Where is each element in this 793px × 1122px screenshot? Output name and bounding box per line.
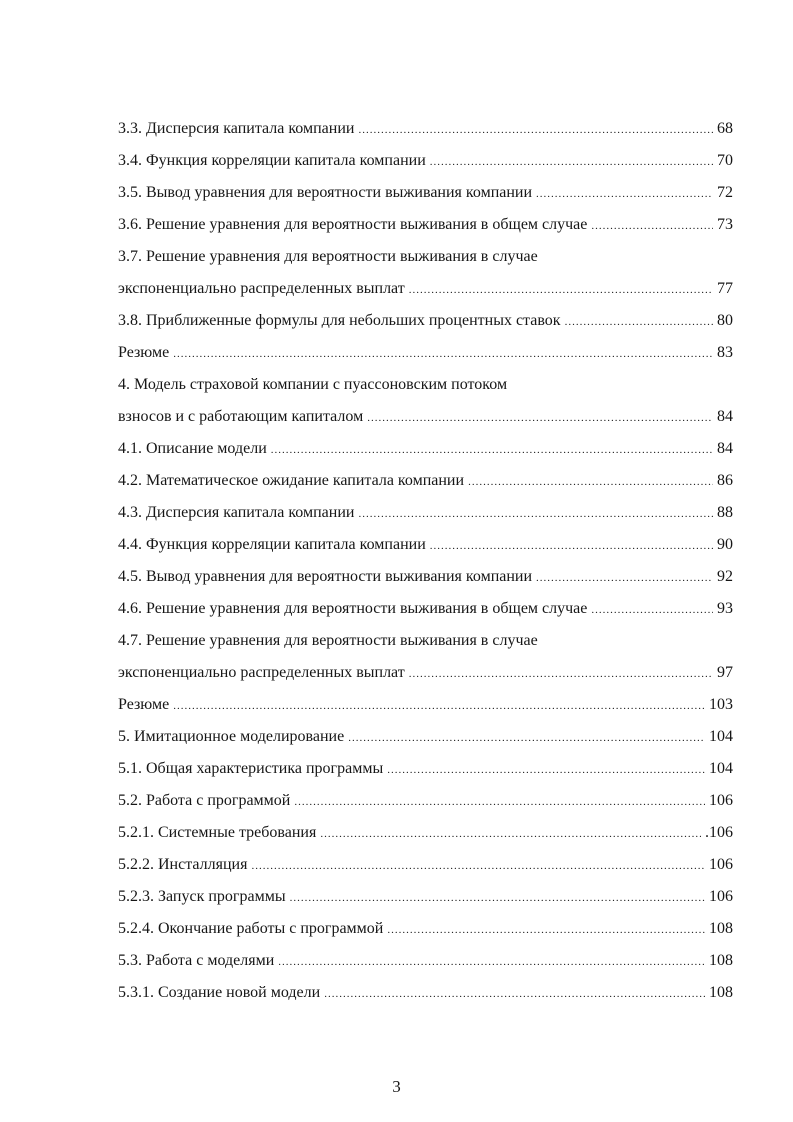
toc-entry-page: 84 (717, 408, 733, 425)
dot-leader (591, 210, 713, 242)
toc-entry-page: 106 (709, 888, 733, 905)
toc-entry-row (118, 113, 733, 145)
dot-leader (536, 562, 713, 594)
dot-leader (387, 754, 705, 786)
toc-entry-first-line: 3.7. Решение уравнения для вероятности выживания в случае (118, 248, 538, 265)
dot-leader (430, 146, 713, 178)
toc-entry-page: 72 (717, 184, 733, 201)
dot-leader (409, 274, 713, 306)
toc-entry-page: 108 (709, 984, 733, 1001)
toc-entry (118, 945, 733, 977)
dot-leader (348, 722, 705, 754)
dot-leader (367, 402, 713, 434)
table-of-contents (118, 113, 733, 1009)
toc-entry (118, 753, 733, 785)
dot-leader (173, 338, 713, 370)
toc-entry-row (118, 657, 733, 689)
toc-entry-first-line: 4. Модель страховой компании с пуассоновским потоком (118, 376, 508, 393)
toc-entry-page: 106 (709, 856, 733, 873)
toc-entry (118, 689, 733, 721)
toc-entry-title: 5.3.1. Создание новой модели (118, 984, 321, 1001)
toc-entry (118, 113, 733, 145)
toc-entry-title: экспоненциально распределенных выплат (118, 664, 405, 681)
dot-leader (468, 466, 713, 498)
toc-entry (118, 497, 733, 529)
toc-entry (118, 305, 733, 337)
toc-entry-title: 4.3. Дисперсия капитала компании (118, 504, 355, 521)
toc-entry-row (118, 593, 733, 625)
toc-entry-page: 80 (717, 312, 733, 329)
toc-entry-title: 4.5. Вывод уравнения для вероятности выживания компании (118, 568, 533, 585)
toc-entry (118, 721, 733, 753)
toc-entry-title: 3.8. Приближенные формулы для небольших процентных ставок (118, 312, 561, 329)
dot-leader (409, 658, 713, 690)
toc-entry-title: 5. Имитационное моделирование (118, 728, 345, 745)
toc-entry-page: 104 (709, 728, 733, 745)
toc-entry-page: 73 (717, 216, 733, 233)
toc-entry (118, 977, 733, 1009)
toc-entry-row (118, 817, 733, 849)
toc-entry-page: 77 (717, 280, 733, 297)
toc-entry (118, 817, 733, 849)
toc-entry-title: 5.2. Работа с программой (118, 792, 291, 809)
toc-entry-row (118, 273, 733, 305)
toc-entry-page: 108 (709, 920, 733, 937)
toc-entry-page: 88 (717, 504, 733, 521)
toc-entry-row (118, 849, 733, 881)
toc-entry-page: 68 (717, 120, 733, 137)
toc-entry (118, 529, 733, 561)
dot-leader (565, 306, 713, 338)
toc-entry (118, 593, 733, 625)
toc-entry-page: 83 (717, 344, 733, 361)
toc-entry (118, 881, 733, 913)
toc-entry-title: 4.4. Функция корреляции капитала компании (118, 536, 426, 553)
toc-entry-title: Резюме (118, 696, 170, 713)
toc-entry-row (118, 945, 733, 977)
toc-entry-page: 108 (709, 952, 733, 969)
toc-entry (118, 337, 733, 369)
toc-entry-page: 86 (717, 472, 733, 489)
toc-entry-row (118, 785, 733, 817)
toc-entry (118, 241, 733, 305)
toc-entry-title: 5.2.4. Окончание работы с программой (118, 920, 384, 937)
toc-entry (118, 369, 733, 433)
toc-entry-title: 5.2.1. Системные требования (118, 824, 317, 841)
toc-entry (118, 209, 733, 241)
toc-entry-row (118, 177, 733, 209)
toc-entry-title: 4.6. Решение уравнения для вероятности выживания в общем случае (118, 600, 588, 617)
toc-entry-row (118, 881, 733, 913)
toc-entry-page: .106 (705, 824, 733, 841)
toc-entry-page: 106 (709, 792, 733, 809)
toc-entry-page: 93 (717, 600, 733, 617)
toc-entry (118, 433, 733, 465)
toc-entry-row (118, 529, 733, 561)
toc-entry-row (118, 721, 733, 753)
toc-entry-page: 90 (717, 536, 733, 553)
dot-leader (387, 914, 705, 946)
toc-entry-row (118, 465, 733, 497)
dot-leader (591, 594, 713, 626)
toc-entry-row (118, 145, 733, 177)
toc-entry (118, 177, 733, 209)
toc-entry-row (118, 305, 733, 337)
toc-entry-title: 5.2.2. Инсталляция (118, 856, 248, 873)
toc-entry-title: 3.5. Вывод уравнения для вероятности выживания компании (118, 184, 533, 201)
toc-entry-title: 5.2.3. Запуск программы (118, 888, 286, 905)
toc-entry-title: 5.1. Общая характеристика программы (118, 760, 384, 777)
toc-entry (118, 561, 733, 593)
toc-entry-page: 104 (709, 760, 733, 777)
dot-leader (430, 530, 713, 562)
toc-entry-page: 92 (717, 568, 733, 585)
toc-entry-row (118, 337, 733, 369)
dot-leader (358, 114, 713, 146)
toc-entry-row (118, 561, 733, 593)
page-number: 3 (392, 1077, 401, 1096)
toc-entry-title: 3.4. Функция корреляции капитала компании (118, 152, 426, 169)
toc-entry (118, 625, 733, 689)
dot-leader (358, 498, 713, 530)
toc-entry-first-line: 4.7. Решение уравнения для вероятности выживания в случае (118, 632, 538, 649)
toc-entry-page: 97 (717, 664, 733, 681)
toc-entry (118, 465, 733, 497)
toc-entry-title: 3.6. Решение уравнения для вероятности выживания в общем случае (118, 216, 588, 233)
toc-entry-title: 4.1. Описание модели (118, 440, 267, 457)
toc-entry-title: взносов и с работающим капиталом (118, 408, 364, 425)
toc-entry-title: экспоненциально распределенных выплат (118, 280, 405, 297)
dot-leader (320, 818, 701, 850)
toc-entry-row (118, 433, 733, 465)
toc-entry-row (118, 401, 733, 433)
toc-entry (118, 145, 733, 177)
toc-entry-title: 5.3. Работа с моделями (118, 952, 275, 969)
toc-entry-title: 3.3. Дисперсия капитала компании (118, 120, 355, 137)
toc-entry (118, 785, 733, 817)
toc-entry-row (118, 209, 733, 241)
toc-entry (118, 913, 733, 945)
dot-leader (271, 434, 713, 466)
dot-leader (173, 690, 705, 722)
toc-entry-row (118, 977, 733, 1009)
toc-entry (118, 849, 733, 881)
toc-entry-page: 84 (717, 440, 733, 457)
dot-leader (251, 850, 705, 882)
toc-entry-row (118, 913, 733, 945)
dot-leader (536, 178, 713, 210)
dot-leader (278, 946, 705, 978)
toc-entry-title: Резюме (118, 344, 170, 361)
toc-entry-row (118, 753, 733, 785)
dot-leader (294, 786, 705, 818)
toc-entry-title: 4.2. Математическое ожидание капитала компании (118, 472, 465, 489)
dot-leader (324, 978, 705, 1010)
dot-leader (290, 882, 705, 914)
toc-entry-page: 103 (709, 696, 733, 713)
toc-entry-page: 70 (717, 152, 733, 169)
toc-entry-row (118, 497, 733, 529)
toc-entry-row (118, 689, 733, 721)
